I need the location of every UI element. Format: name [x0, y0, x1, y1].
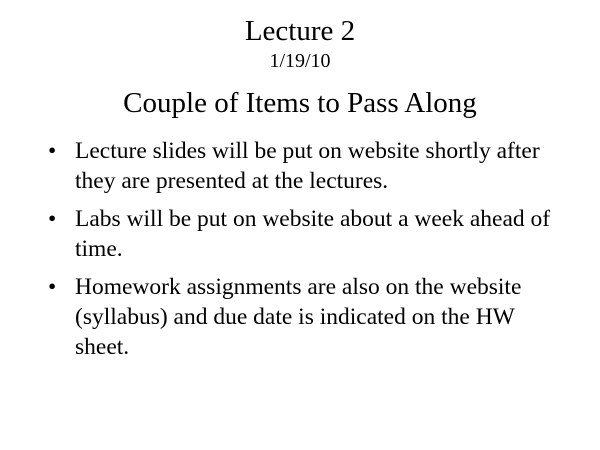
bullet-marker: •	[48, 138, 57, 164]
bullet-text: Labs will be put on website about a week ahead of time.	[75, 206, 551, 262]
slide-date: 1/19/10	[269, 50, 331, 72]
bullet-text: Homework assignments are also on the website (syllabus) and due date is indicated on the HW sheet.	[75, 274, 522, 360]
bullet-marker: •	[48, 206, 57, 232]
bullet-item	[48, 204, 568, 264]
bullet-marker: •	[48, 274, 57, 300]
bullet-item	[48, 136, 568, 196]
bullet-list	[48, 136, 568, 370]
slide-title: Lecture 2	[244, 15, 356, 47]
bullet-item	[48, 272, 568, 362]
slide-subtitle: Couple of Items to Pass Along	[123, 87, 477, 119]
bullet-text: Lecture slides will be put on website shortly after they are presented at the lectures.	[75, 138, 540, 194]
